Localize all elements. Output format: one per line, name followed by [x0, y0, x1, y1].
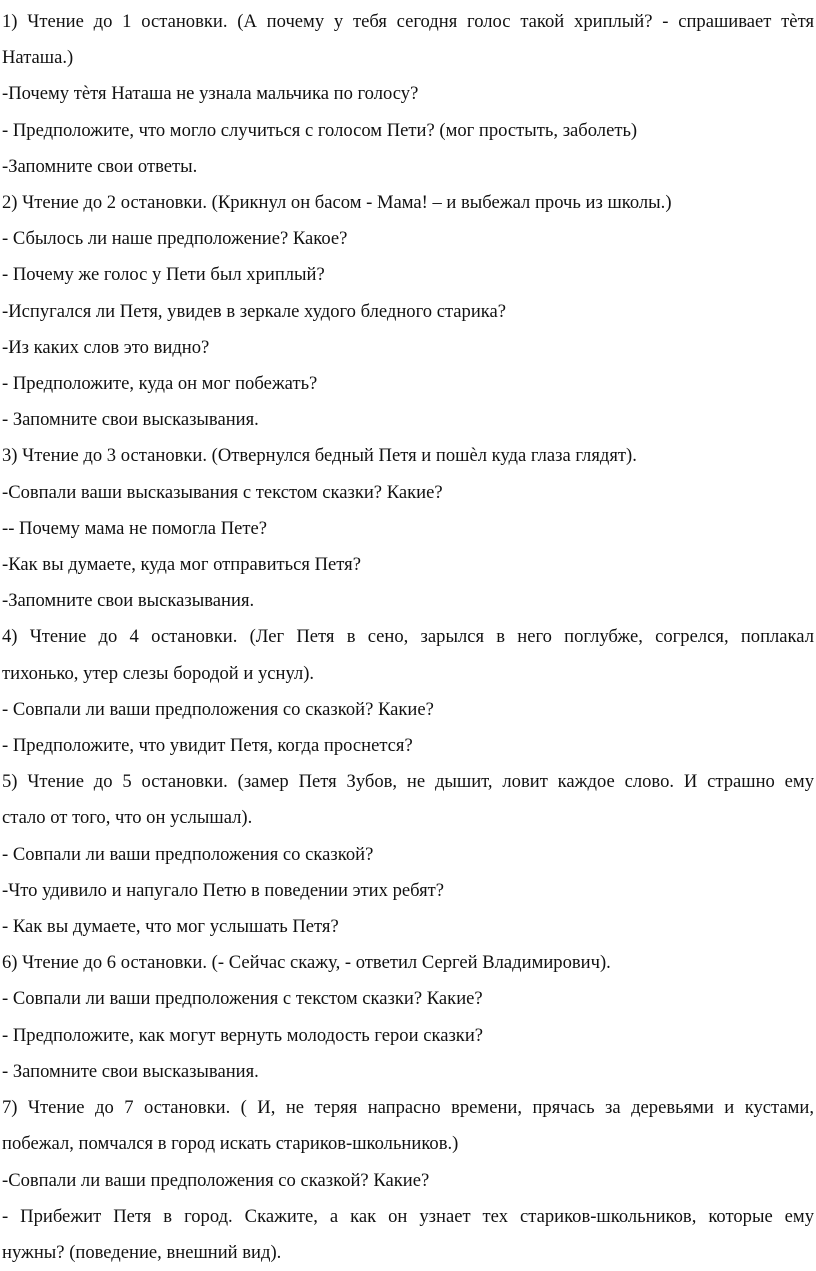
text-line: Наташа.) [2, 47, 74, 69]
text-line: -- Почему мама не помогла Пете? [2, 517, 268, 539]
text-line: 6) Чтение до 6 остановки. (- Сейчас скажу, - ответил Сергей Владимирович). [2, 952, 611, 974]
text-line: 7) Чтение до 7 остановки. ( И, не теряя напрасно времени, прячась за деревьями и кустами, [2, 1097, 814, 1119]
text-line: - Как вы думаете, что мог услышать Петя? [2, 916, 339, 938]
text-line: 1) Чтение до 1 остановки. (А почему у тебя сегодня голос такой хриплый? - спрашивает тѐтя [2, 11, 814, 32]
text-line: -Как вы думаете, куда мог отправиться Петя? [2, 554, 361, 576]
text-line: - Предположите, что увидит Петя, когда проснется? [2, 735, 413, 757]
text-line: -Из каких слов это видно? [2, 336, 210, 358]
text-line: - Прибежит Петя в город. Скажите, а как он узнает тех стариков-школьников, которые ему [2, 1205, 814, 1227]
document-page [2, 4, 814, 1271]
text-line: - Предположите, как могут вернуть молодость герои сказки? [2, 1024, 484, 1046]
text-line: нужны? (поведение, внешний вид). [2, 1241, 282, 1263]
text-line: -Запомните свои ответы. [2, 155, 198, 177]
text-line: -Совпали ваши высказывания с текстом сказки? Какие? [2, 481, 443, 503]
text-line: 5) Чтение до 5 остановки. (замер Петя Зубов, не дышит, ловит каждое слово. И страшно ему [2, 771, 814, 793]
text-line: - Запомните свои высказывания. [2, 409, 259, 431]
text-line: стало от того, что он услышал). [2, 807, 253, 829]
text-line: - Почему же голос у Пети был хриплый? [2, 264, 325, 286]
text-line: - Предположите, что могло случиться с голосом Пети? (мог простыть, заболеть) [2, 119, 638, 141]
text-line: - Совпали ли ваши предположения со сказкой? [2, 843, 374, 865]
text-line: -Совпали ли ваши предположения со сказкой? Какие? [2, 1169, 430, 1191]
text-line: - Предположите, куда он мог побежать? [2, 373, 318, 395]
text-line: 2) Чтение до 2 остановки. (Крикнул он басом - Мама! – и выбежал прочь из школы.) [2, 192, 672, 214]
text-line: -Что удивило и напугало Петю в поведении этих ребят? [2, 879, 445, 901]
text-line: -Запомните свои высказывания. [2, 590, 255, 612]
text-line: - Сбылось ли наше предположение? Какое? [2, 228, 348, 250]
text-line: 3) Чтение до 3 остановки. (Отвернулся бедный Петя и пошѐл куда глаза глядят). [2, 445, 637, 467]
text-line: тихонько, утер слезы бородой и уснул). [2, 662, 315, 684]
text-line: - Совпали ли ваши предположения со сказкой? Какие? [2, 698, 434, 720]
text-line: - Запомните свои высказывания. [2, 1060, 259, 1082]
text-line: 4) Чтение до 4 остановки. (Лег Петя в сено, зарылся в него поглубже, согрелся, поплакал [2, 626, 814, 648]
text-line: -Испугался ли Петя, увидев в зеркале худого бледного старика? [2, 300, 507, 322]
text-line: - Совпали ли ваши предположения с текстом сказки? Какие? [2, 988, 483, 1010]
text-line: побежал, помчался в город искать стариков-школьников.) [2, 1133, 459, 1155]
text-line: -Почему тѐтя Наташа не узнала мальчика по голосу? [2, 83, 419, 105]
